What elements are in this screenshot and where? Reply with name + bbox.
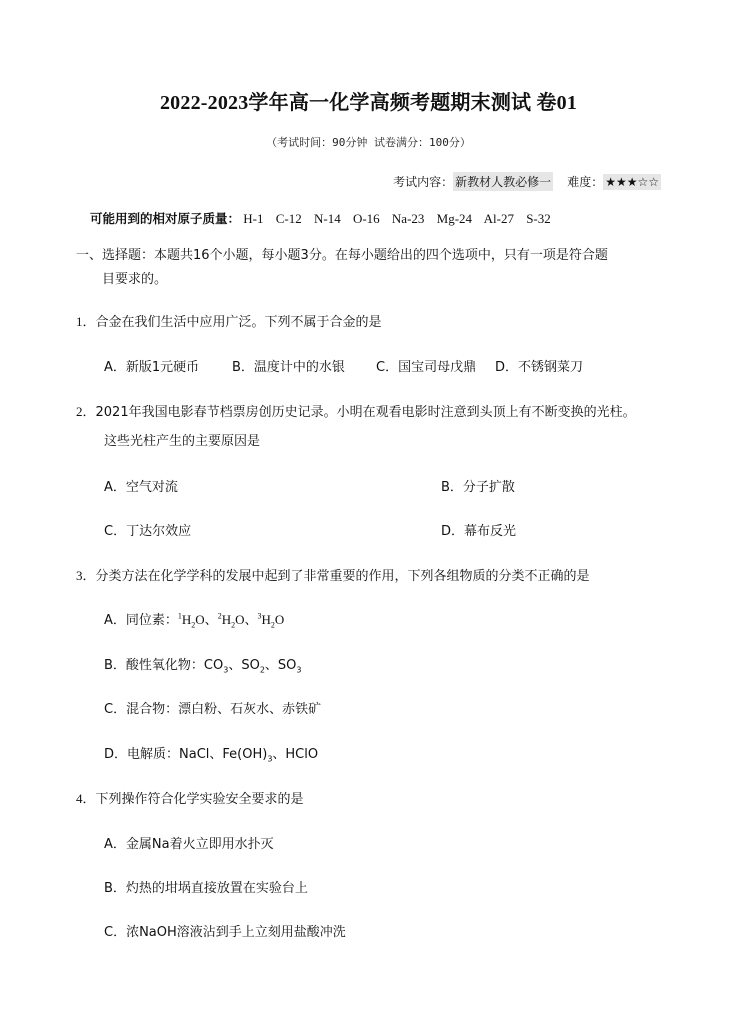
question-number: 3． (76, 568, 96, 583)
exam-meta (393, 172, 661, 191)
atomic-masses (90, 209, 560, 227)
atomic-mass-item: N-14 (313, 211, 341, 226)
question-2-stem (76, 401, 636, 420)
exam-info: （考试时间：90分钟 试卷满分：100分） (266, 136, 471, 149)
q3-option-d: D．电解质：NaCl、$Fe(OH)_3$、HClO (104, 747, 319, 764)
atomic-mass-item: Na-23 (391, 211, 425, 226)
q1-option-d: D．不锈钢菜刀 (495, 360, 584, 375)
q2-option-c: C．丁达尔效应 (104, 524, 192, 539)
q4-option-a: A．金属Na着火立即用水扑灭 (104, 837, 274, 852)
atomic-mass-item: Al-27 (483, 211, 514, 226)
q1-option-b: B．温度计中的水银 (232, 360, 345, 375)
content-value: 新教材人教必修一 (453, 172, 553, 191)
question-text: 下列操作符合化学实验安全要求的是 (95, 792, 304, 807)
q2-option-d: D．幕布反光 (441, 524, 517, 539)
atomic-mass-item: S-32 (526, 211, 551, 226)
question-1-stem (76, 311, 382, 330)
q3-option-a: A．同位素：$^1H_2O$、$^2H_2O$、$^3H_2O$ (104, 611, 285, 630)
atomic-mass-item: H-1 (243, 211, 264, 226)
atomic-mass-item: O-16 (352, 211, 380, 226)
atomic-masses-label: 可能用到的相对原子质量： (90, 211, 241, 226)
q4-option-b: B．灼热的坩埚直接放置在实验台上 (104, 881, 308, 896)
difficulty-label: 难度： (567, 175, 604, 189)
q4-option-c: C．浓NaOH溶液沾到手上立刻用盐酸冲洗 (104, 925, 346, 940)
atomic-mass-item: Mg-24 (436, 211, 473, 226)
question-text: 分类方法在化学学科的发展中起到了非常重要的作用，下列各组物质的分类不正确的是 (95, 569, 590, 584)
q2-option-a: A．空气对流 (104, 480, 178, 495)
content-label: 考试内容： (393, 175, 454, 189)
question-number: 1． (76, 314, 96, 329)
atomic-mass-item: C-12 (275, 211, 302, 226)
difficulty-stars: ★★★☆☆ (605, 174, 659, 189)
q3-option-b: B．酸性氧化物：$CO_3$、$SO_2$、$SO_3$ (104, 658, 302, 675)
section-heading (76, 244, 666, 292)
question-text: 合金在我们生活中应用广泛。下列不属于合金的是 (95, 315, 382, 330)
question-number: 4． (76, 791, 96, 806)
q1-option-a: A．新版1元硬币 (104, 360, 200, 375)
page-title: 2022-2023学年高一化学高频考题期末测试 卷01 (159, 92, 578, 114)
section-line-1: 一、选择题：本题共16个小题，每小题3分。在每小题给出的四个选项中，只有一项是符合题 (76, 248, 608, 263)
question-text: 2021年我国电影春节档票房创历史记录。小明在观看电影时注意到头顶上有不断变换的光柱。 (95, 405, 636, 420)
section-line-2: 目要求的。 (102, 272, 168, 287)
q1-option-c: C．国宝司母戊鼎 (376, 360, 477, 375)
question-number: 2． (76, 404, 96, 419)
q2-option-b: B．分子扩散 (441, 480, 515, 495)
q3-option-c: C．混合物：漂白粉、石灰水、赤铁矿 (104, 702, 322, 717)
question-4-stem (76, 788, 304, 807)
question-3-stem (76, 565, 590, 584)
question-2-stem-cont: 这些光柱产生的主要原因是 (104, 434, 261, 449)
